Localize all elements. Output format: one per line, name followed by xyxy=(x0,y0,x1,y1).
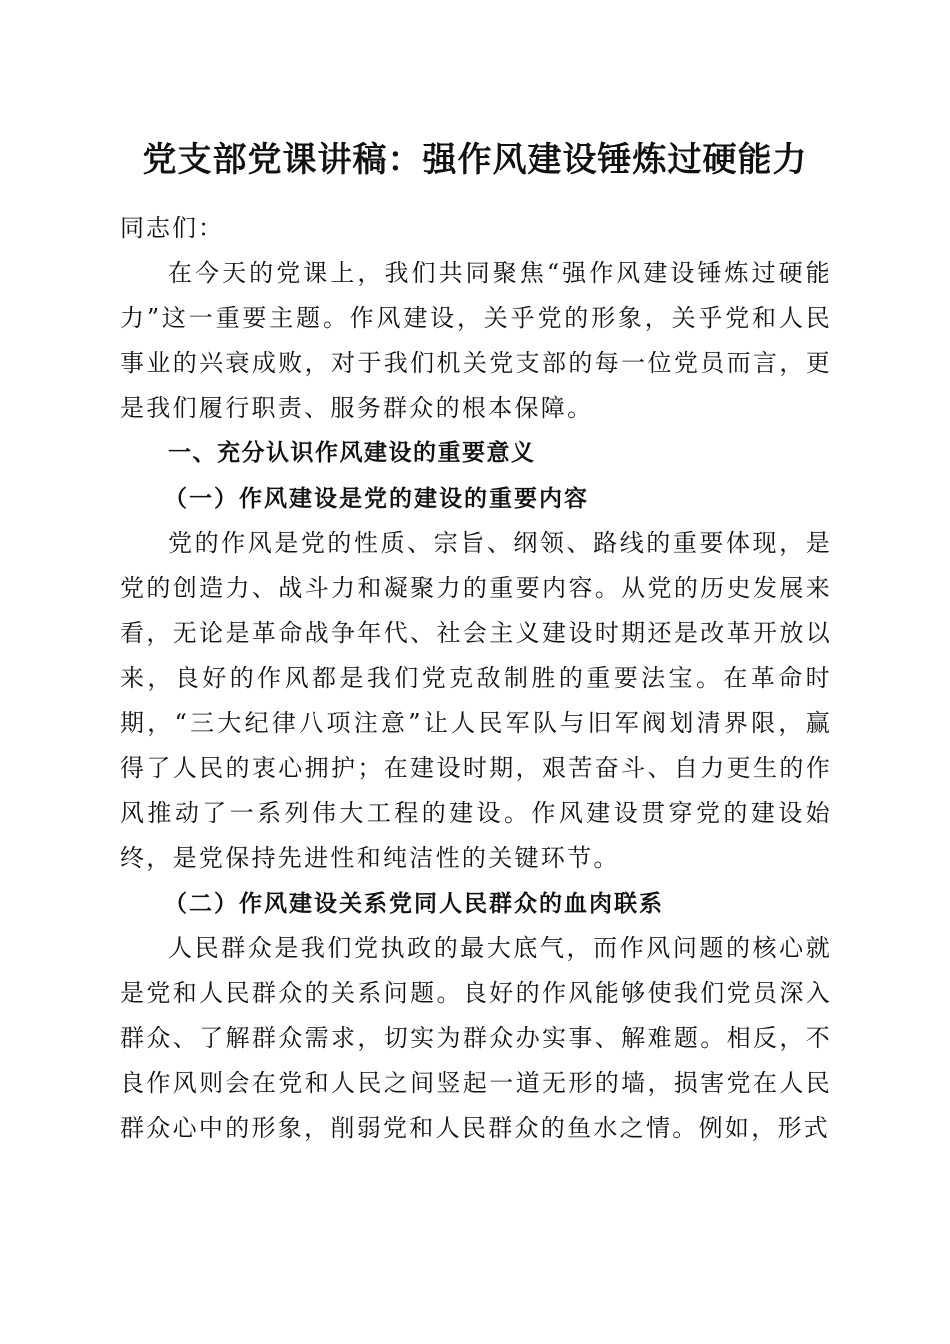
subsection-paragraph-1: 党的作风是党的性质、宗旨、纲领、路线的重要体现，是党的创造力、战斗力和凝聚力的重要内容。从党的历史发展来看，无论是革命战争年代、社会主义建设时期还是改革开放以来，良好的作风都是我们党克敌制胜的重要法宝。在革命时期，“三大纪律八项注意”让人民军队与旧军阀划清界限，赢得了人民的衷心拥护；在建设时期，艰苦奋斗、自力更生的作风推动了一系列伟大工程的建设。作风建设贯穿党的建设始终，是党保持先进性和纯洁性的关键环节。 xyxy=(120,529,832,872)
document-body xyxy=(120,206,832,1151)
salutation: 同志们： xyxy=(120,214,224,242)
section-heading-1: 一、充分认识作风建设的重要意义 xyxy=(168,440,536,466)
intro-paragraph: 在今天的党课上，我们共同聚焦“强作风建设锤炼过硬能力”这一重要主题。作风建设，关乎党的形象，关乎党和人民事业的兴衰成败，对于我们机关党支部的每一位党员而言，更是我们履行职责、服务群众的根本保障。 xyxy=(120,259,832,422)
page-title: 党支部党课讲稿：强作风建设锤炼过硬能力 xyxy=(142,140,808,180)
subsection-heading-2: （二）作风建设关系党同人民群众的血肉联系 xyxy=(164,890,664,917)
subsection-paragraph-2: 人民群众是我们党执政的最大底气，而作风问题的核心就是党和人民群众的关系问题。良好的作风能够使我们党员深入群众、了解群众需求，切实为群众办实事、解难题。相反，不良作风则会在党和人民之间竖起一道无形的墙，损害党在人民群众心中的形象，削弱党和人民群众的鱼水之情。例如，形式 xyxy=(120,934,832,1142)
subsection-heading-1: （一）作风建设是党的建设的重要内容 xyxy=(164,485,589,512)
